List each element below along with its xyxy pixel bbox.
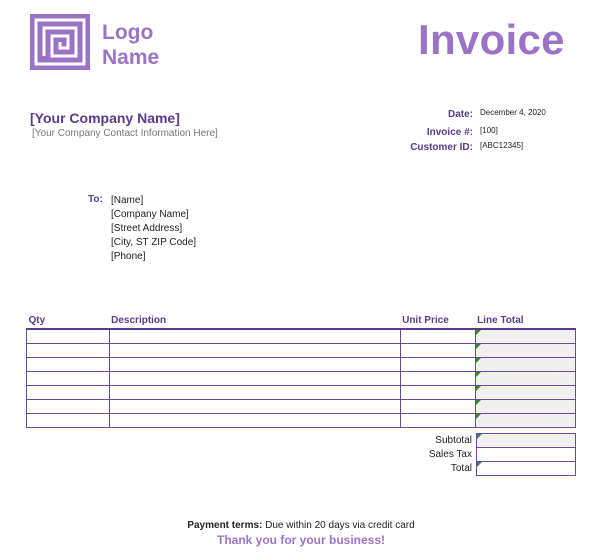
formula-marker-icon	[477, 434, 482, 439]
formula-marker-icon	[476, 386, 481, 391]
formula-marker-icon	[476, 330, 481, 335]
logo-name	[102, 20, 159, 70]
line-total-header: Line Total	[475, 313, 575, 329]
formula-marker-icon	[477, 462, 482, 467]
customer-id-label: Customer ID:	[410, 142, 473, 153]
sales-tax-row	[26, 448, 576, 462]
line-items-table	[26, 313, 576, 428]
invoice-number-value[interactable]: [100]	[480, 126, 498, 135]
maze-logo-icon	[30, 14, 90, 70]
unit-price-header: Unit Price	[400, 313, 475, 329]
sales-tax-value[interactable]	[477, 448, 576, 462]
line-total-cell[interactable]	[475, 400, 575, 414]
formula-marker-icon	[476, 344, 481, 349]
table-row	[27, 344, 576, 358]
description-cell[interactable]	[109, 329, 400, 344]
customer-id-value[interactable]: [ABC12345]	[480, 141, 524, 150]
total-row	[26, 462, 576, 476]
qty-cell[interactable]	[27, 344, 110, 358]
description-cell[interactable]	[109, 358, 400, 372]
recipient-company[interactable]: [Company Name]	[111, 209, 189, 220]
recipient-address	[111, 194, 196, 264]
qty-cell[interactable]	[27, 358, 110, 372]
subtotal-label: Subtotal	[435, 435, 472, 446]
payment-terms	[0, 520, 602, 531]
qty-cell[interactable]	[27, 386, 110, 400]
line-items-body	[27, 329, 576, 428]
payment-terms-label: Payment terms:	[187, 520, 263, 531]
line-total-cell[interactable]	[475, 414, 575, 428]
to-label: To:	[88, 194, 103, 205]
payment-terms-text: Due within 20 days via credit card	[262, 520, 415, 531]
description-cell[interactable]	[109, 372, 400, 386]
qty-header: Qty	[27, 313, 110, 329]
recipient-city[interactable]: [City, ST ZIP Code]	[111, 237, 197, 248]
unit-price-cell[interactable]	[400, 329, 475, 344]
qty-cell[interactable]	[27, 414, 110, 428]
table-header-row	[27, 313, 576, 329]
line-total-cell[interactable]	[475, 358, 575, 372]
table-row	[27, 386, 576, 400]
line-total-cell[interactable]	[475, 386, 575, 400]
unit-price-cell[interactable]	[400, 358, 475, 372]
table-row	[27, 329, 576, 344]
description-cell[interactable]	[109, 400, 400, 414]
subtotal-value[interactable]	[477, 434, 576, 448]
line-total-cell[interactable]	[475, 329, 575, 344]
description-cell[interactable]	[109, 414, 400, 428]
unit-price-cell[interactable]	[400, 400, 475, 414]
logo-line-1: Logo	[102, 21, 154, 44]
qty-cell[interactable]	[27, 372, 110, 386]
unit-price-cell[interactable]	[400, 386, 475, 400]
unit-price-cell[interactable]	[400, 344, 475, 358]
table-row	[27, 372, 576, 386]
table-row	[27, 400, 576, 414]
formula-marker-icon	[476, 400, 481, 405]
total-value[interactable]	[477, 462, 576, 476]
company-name[interactable]: [Your Company Name]	[30, 110, 180, 126]
description-cell[interactable]	[109, 386, 400, 400]
qty-cell[interactable]	[27, 329, 110, 344]
line-total-cell[interactable]	[475, 372, 575, 386]
unit-price-cell[interactable]	[400, 414, 475, 428]
line-total-cell[interactable]	[475, 344, 575, 358]
recipient-street[interactable]: [Street Address]	[111, 223, 183, 234]
logo-line-2: Name	[102, 46, 160, 69]
subtotal-row	[26, 434, 576, 448]
unit-price-cell[interactable]	[400, 372, 475, 386]
description-header: Description	[109, 313, 400, 329]
qty-cell[interactable]	[27, 400, 110, 414]
totals-summary	[26, 433, 576, 476]
thank-you-message: Thank you for your business!	[216, 533, 386, 547]
invoice-title: Invoice	[418, 16, 565, 63]
recipient-phone[interactable]: [Phone]	[111, 251, 146, 262]
logo-mark	[30, 14, 90, 70]
company-contact[interactable]: [Your Company Contact Information Here]	[32, 128, 218, 139]
invoice-number-label: Invoice #:	[426, 127, 473, 138]
table-row	[27, 358, 576, 372]
date-value[interactable]: December 4, 2020	[480, 108, 546, 117]
total-label: Total	[450, 463, 472, 474]
recipient-name[interactable]: [Name]	[111, 195, 144, 206]
formula-marker-icon	[476, 414, 481, 419]
formula-marker-icon	[476, 372, 481, 377]
sales-tax-label: Sales Tax	[428, 449, 472, 460]
table-row	[27, 414, 576, 428]
description-cell[interactable]	[109, 344, 400, 358]
date-label: Date:	[447, 109, 473, 120]
formula-marker-icon	[476, 358, 481, 363]
